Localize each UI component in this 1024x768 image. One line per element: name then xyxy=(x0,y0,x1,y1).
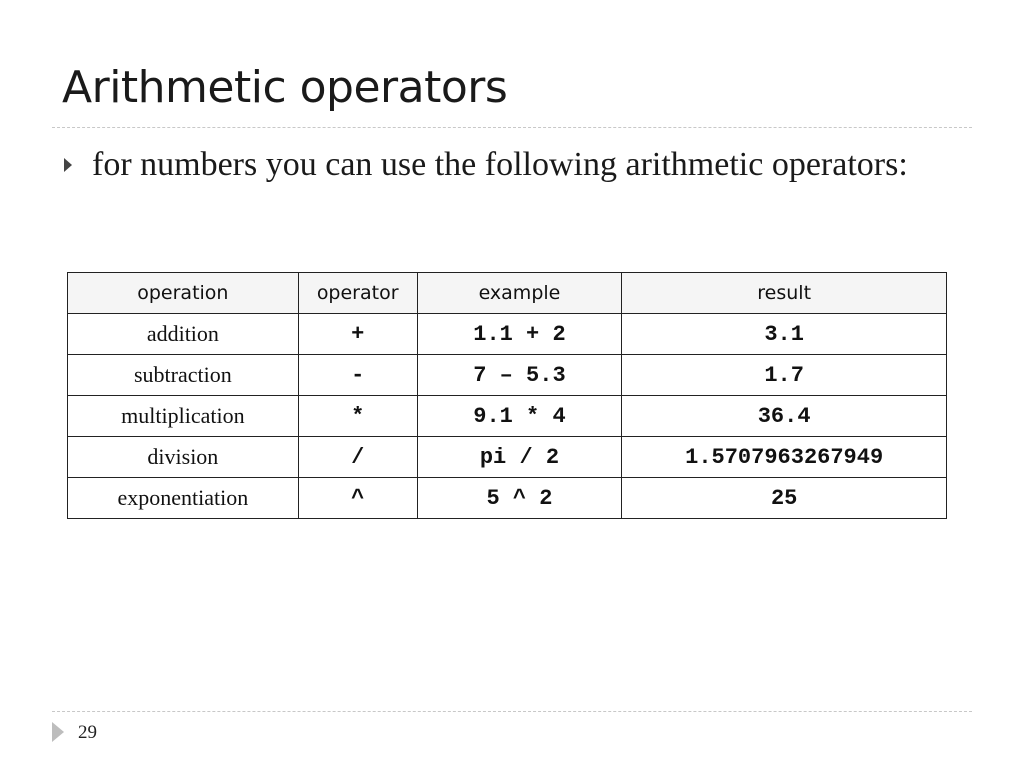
example-cell: 5 ^ 2 xyxy=(417,478,622,519)
bullet-arrow-icon xyxy=(64,158,72,172)
operation-cell: exponentiation xyxy=(68,478,299,519)
header-operation: operation xyxy=(68,273,299,314)
operation-cell: addition xyxy=(68,314,299,355)
result-cell: 25 xyxy=(622,478,947,519)
operation-cell: subtraction xyxy=(68,355,299,396)
operators-table xyxy=(67,272,947,519)
example-cell: 1.1 + 2 xyxy=(417,314,622,355)
table-row xyxy=(68,478,947,519)
result-cell: 1.5707963267949 xyxy=(622,437,947,478)
table-row xyxy=(68,437,947,478)
page-number: 29 xyxy=(78,722,97,743)
bullet-item xyxy=(62,142,942,188)
header-example: example xyxy=(417,273,622,314)
operator-cell: - xyxy=(298,355,417,396)
result-cell: 36.4 xyxy=(622,396,947,437)
result-cell: 3.1 xyxy=(622,314,947,355)
table-row xyxy=(68,314,947,355)
table-row xyxy=(68,355,947,396)
operator-cell: + xyxy=(298,314,417,355)
example-cell: 7 – 5.3 xyxy=(417,355,622,396)
header-result: result xyxy=(622,273,947,314)
table-row xyxy=(68,396,947,437)
footer-divider xyxy=(52,711,972,712)
slide-title: Arithmetic operators xyxy=(62,62,508,113)
bullet-text: for numbers you can use the following arithmetic operators: xyxy=(92,146,908,183)
operation-cell: division xyxy=(68,437,299,478)
operator-cell: * xyxy=(298,396,417,437)
header-operator: operator xyxy=(298,273,417,314)
table-header-row xyxy=(68,273,947,314)
example-cell: pi / 2 xyxy=(417,437,622,478)
footer-arrow-icon xyxy=(52,722,64,742)
operator-cell: / xyxy=(298,437,417,478)
operation-cell: multiplication xyxy=(68,396,299,437)
title-divider xyxy=(52,127,972,128)
result-cell: 1.7 xyxy=(622,355,947,396)
operator-cell: ^ xyxy=(298,478,417,519)
example-cell: 9.1 * 4 xyxy=(417,396,622,437)
